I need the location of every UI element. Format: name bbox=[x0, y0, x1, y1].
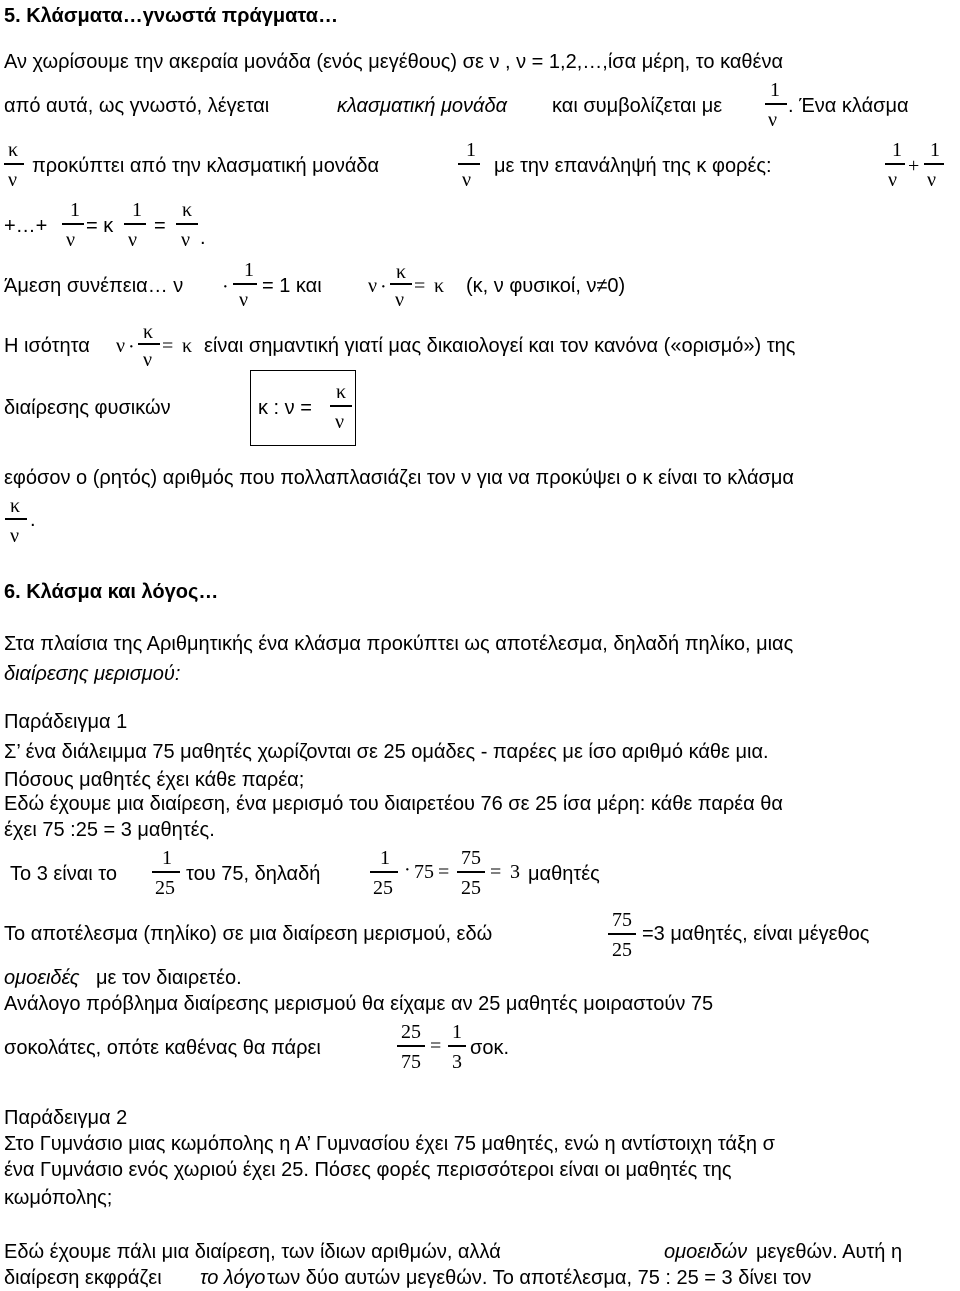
fraction-numerator: 1 bbox=[244, 259, 254, 281]
fraction-denominator: 25 bbox=[612, 939, 632, 961]
equals-sign: = bbox=[414, 275, 426, 297]
fraction-bar bbox=[62, 223, 84, 225]
fraction-numerator: 1 bbox=[452, 1021, 462, 1043]
example-2-title: Παράδειγμα 2 bbox=[4, 1107, 128, 1129]
fraction-numerator: 1 bbox=[892, 139, 902, 161]
paragraph-line: Εδώ έχουμε μια διαίρεση, ένα μερισμό του διαιρετέου 76 σε 25 ίσα μέρη: κάθε παρέα θα bbox=[4, 793, 783, 815]
fraction-denominator: ν bbox=[927, 169, 937, 191]
text-segment: . Ένα κλάσμα bbox=[788, 95, 909, 117]
fraction-denominator: ν bbox=[395, 289, 405, 311]
multiply-dot: · bbox=[404, 859, 411, 881]
fraction-numerator: κ bbox=[182, 199, 193, 221]
text-segment: μεγεθών. Αυτή η bbox=[756, 1241, 903, 1263]
text-segment: = bbox=[154, 215, 166, 237]
fraction-bar bbox=[4, 163, 24, 165]
text-segment: = 1 και bbox=[262, 275, 322, 297]
fraction-bar bbox=[458, 163, 480, 165]
fraction-denominator: 25 bbox=[155, 877, 175, 899]
fraction-bar bbox=[885, 163, 905, 165]
plus-sign: + bbox=[908, 155, 920, 177]
fraction-bar bbox=[608, 933, 636, 935]
math-nu: ν bbox=[116, 335, 126, 357]
text-segment: μαθητές bbox=[528, 863, 600, 885]
fraction-bar bbox=[924, 163, 944, 165]
multiply-dot: · bbox=[222, 276, 229, 298]
fraction-numerator: 1 bbox=[132, 199, 142, 221]
fraction-bar bbox=[390, 283, 412, 285]
paragraph-line: Αν χωρίσουμε την ακεραία μονάδα (ενός μεγέθους) σε ν , ν = 1,2,…,ίσα μέρη, το καθένα bbox=[4, 51, 784, 73]
fraction-numerator: 1 bbox=[162, 847, 172, 869]
text-segment: και συμβολίζεται με bbox=[552, 95, 723, 117]
fraction-denominator: ν bbox=[66, 229, 76, 251]
fraction-numerator: 75 bbox=[461, 847, 481, 869]
math-nu: ν bbox=[368, 275, 378, 297]
paragraph-line: ένα Γυμνάσιο ενός χωριού έχει 25. Πόσες φορές περισσότεροι είναι οι μαθητές της bbox=[4, 1159, 732, 1181]
fraction-bar bbox=[152, 871, 180, 873]
text-segment: διαίρεση εκφράζει bbox=[4, 1267, 162, 1289]
math-number: 75 bbox=[414, 861, 434, 883]
fraction-denominator: ν bbox=[239, 289, 249, 311]
example-1-title: Παράδειγμα 1 bbox=[4, 711, 128, 733]
term-homogeneous: ομοειδές bbox=[4, 967, 80, 989]
paragraph-line: Ανάλογο πρόβλημα διαίρεσης μερισμού θα είχαμε αν 25 μαθητές μοιραστούν 75 bbox=[4, 993, 714, 1015]
term-fractional-unit: κλασματική μονάδα bbox=[337, 95, 507, 117]
paragraph-line: εφόσον ο (ρητός) αριθμός που πολλαπλασιάζει τον ν για να προκύψει ο κ είναι το κλάσμα bbox=[4, 467, 794, 489]
fraction-denominator: ν bbox=[143, 349, 153, 371]
equals-sign: = bbox=[438, 861, 450, 883]
fraction-numerator: 1 bbox=[770, 79, 780, 101]
paragraph-line: Στα πλαίσια της Αριθμητικής ένα κλάσμα προκύπτει ως αποτέλεσμα, δηλαδή πηλίκο, μιας bbox=[4, 633, 794, 655]
equals-sign: = bbox=[162, 335, 174, 357]
text-segment: κ : ν = bbox=[258, 397, 312, 419]
text-segment: με τον διαιρετέο. bbox=[96, 967, 242, 989]
fraction-denominator: ν bbox=[8, 169, 18, 191]
text-segment: =3 μαθητές, είναι μέγεθος bbox=[642, 923, 870, 945]
multiply-dot: · bbox=[128, 336, 135, 358]
text-segment: Άμεση συνέπεια… ν bbox=[4, 275, 184, 297]
paragraph-line: Σ’ ένα διάλειμμα 75 μαθητές χωρίζονται σε 25 ομάδες - παρέες με ίσο αριθμό κάθε μια. bbox=[4, 741, 769, 763]
paragraph-line: Στο Γυμνάσιο μιας κωμόπολης η Α’ Γυμνασίου έχει 75 μαθητές, ενώ η αντίστοιχη τάξη σ bbox=[4, 1133, 775, 1155]
fraction-denominator: 75 bbox=[401, 1051, 421, 1073]
section-6-heading: 6. Κλάσμα και λόγος… bbox=[4, 581, 219, 603]
fraction-denominator: ν bbox=[181, 229, 191, 251]
text-segment: . bbox=[30, 509, 36, 531]
fraction-bar bbox=[176, 223, 198, 225]
fraction-numerator: κ bbox=[396, 261, 407, 283]
text-segment: Το αποτέλεσμα (πηλίκο) σε μια διαίρεση μερισμού, εδώ bbox=[4, 923, 493, 945]
paragraph-line: διαίρεσης μερισμού: bbox=[4, 663, 181, 685]
text-segment: Το 3 είναι το bbox=[10, 863, 118, 885]
term-homogeneous: ομοειδών bbox=[664, 1241, 748, 1263]
paragraph-line: έχει 75 :25 = 3 μαθητές. bbox=[4, 819, 215, 841]
text-segment: του 75, δηλαδή bbox=[186, 863, 321, 885]
fraction-denominator: ν bbox=[10, 525, 20, 547]
equals-sign: = bbox=[430, 1035, 442, 1057]
fraction-numerator: 1 bbox=[466, 139, 476, 161]
text-segment: Η ισότητα bbox=[4, 335, 90, 357]
text-segment: = κ bbox=[86, 215, 114, 237]
fraction-bar bbox=[765, 103, 787, 105]
text-segment: σοκολάτες, οπότε καθένας θα πάρει bbox=[4, 1037, 321, 1059]
math-kappa: κ bbox=[182, 335, 193, 357]
fraction-numerator: 1 bbox=[930, 139, 940, 161]
fraction-bar bbox=[370, 871, 398, 873]
fraction-numerator: 25 bbox=[401, 1021, 421, 1043]
section-5-heading: 5. Κλάσματα…γνωστά πράγματα… bbox=[4, 5, 339, 27]
term-ratio: το λόγο bbox=[200, 1267, 266, 1289]
fraction-bar bbox=[138, 343, 160, 345]
fraction-bar bbox=[448, 1045, 466, 1047]
fraction-denominator: ν bbox=[768, 109, 778, 131]
text-segment: σοκ. bbox=[470, 1037, 510, 1059]
text-segment: (κ, ν φυσικοί, ν≠0) bbox=[466, 275, 626, 297]
fraction-bar bbox=[330, 405, 352, 407]
fraction-numerator: κ bbox=[8, 139, 19, 161]
fraction-numerator: 1 bbox=[380, 847, 390, 869]
paragraph-line: κωμόπολης; bbox=[4, 1187, 113, 1209]
math-kappa: κ bbox=[434, 275, 445, 297]
fraction-numerator: κ bbox=[10, 495, 21, 517]
fraction-bar bbox=[233, 283, 257, 285]
text-segment: από αυτά, ως γνωστό, λέγεται bbox=[4, 95, 270, 117]
fraction-numerator: 75 bbox=[612, 909, 632, 931]
fraction-bar bbox=[124, 223, 146, 225]
fraction-denominator: 25 bbox=[461, 877, 481, 899]
fraction-numerator: 1 bbox=[70, 199, 80, 221]
fraction-denominator: ν bbox=[128, 229, 138, 251]
paragraph-line: Πόσους μαθητές έχει κάθε παρέα; bbox=[4, 769, 305, 791]
fraction-denominator: 25 bbox=[373, 877, 393, 899]
text-segment: διαίρεσης φυσικών bbox=[4, 397, 171, 419]
math-number: 3 bbox=[510, 861, 520, 883]
equals-sign: = bbox=[490, 861, 502, 883]
fraction-denominator: ν bbox=[462, 169, 472, 191]
fraction-numerator: κ bbox=[143, 321, 154, 343]
fraction-bar bbox=[457, 871, 485, 873]
fraction-denominator: 3 bbox=[452, 1051, 462, 1073]
fraction-numerator: κ bbox=[336, 381, 347, 403]
multiply-dot: · bbox=[380, 276, 387, 298]
text-segment: των δύο αυτών μεγεθών. Το αποτέλεσμα, 75 : 25 = 3 δίνει τον bbox=[267, 1267, 812, 1289]
text-segment: +…+ bbox=[4, 215, 48, 237]
text-segment: είναι σημαντική γιατί μας δικαιολογεί και τον κανόνα («ορισμό») της bbox=[204, 335, 796, 357]
text-segment: με την επανάληψή της κ φορές: bbox=[494, 155, 772, 177]
fraction-denominator: ν bbox=[335, 411, 345, 433]
text-segment: . bbox=[200, 227, 206, 249]
fraction-bar bbox=[397, 1045, 425, 1047]
text-segment: Εδώ έχουμε πάλι μια διαίρεση, των ίδιων αριθμών, αλλά bbox=[4, 1241, 501, 1263]
fraction-bar bbox=[5, 518, 27, 520]
text-segment: προκύπτει από την κλασματική μονάδα bbox=[32, 155, 380, 177]
fraction-denominator: ν bbox=[888, 169, 898, 191]
